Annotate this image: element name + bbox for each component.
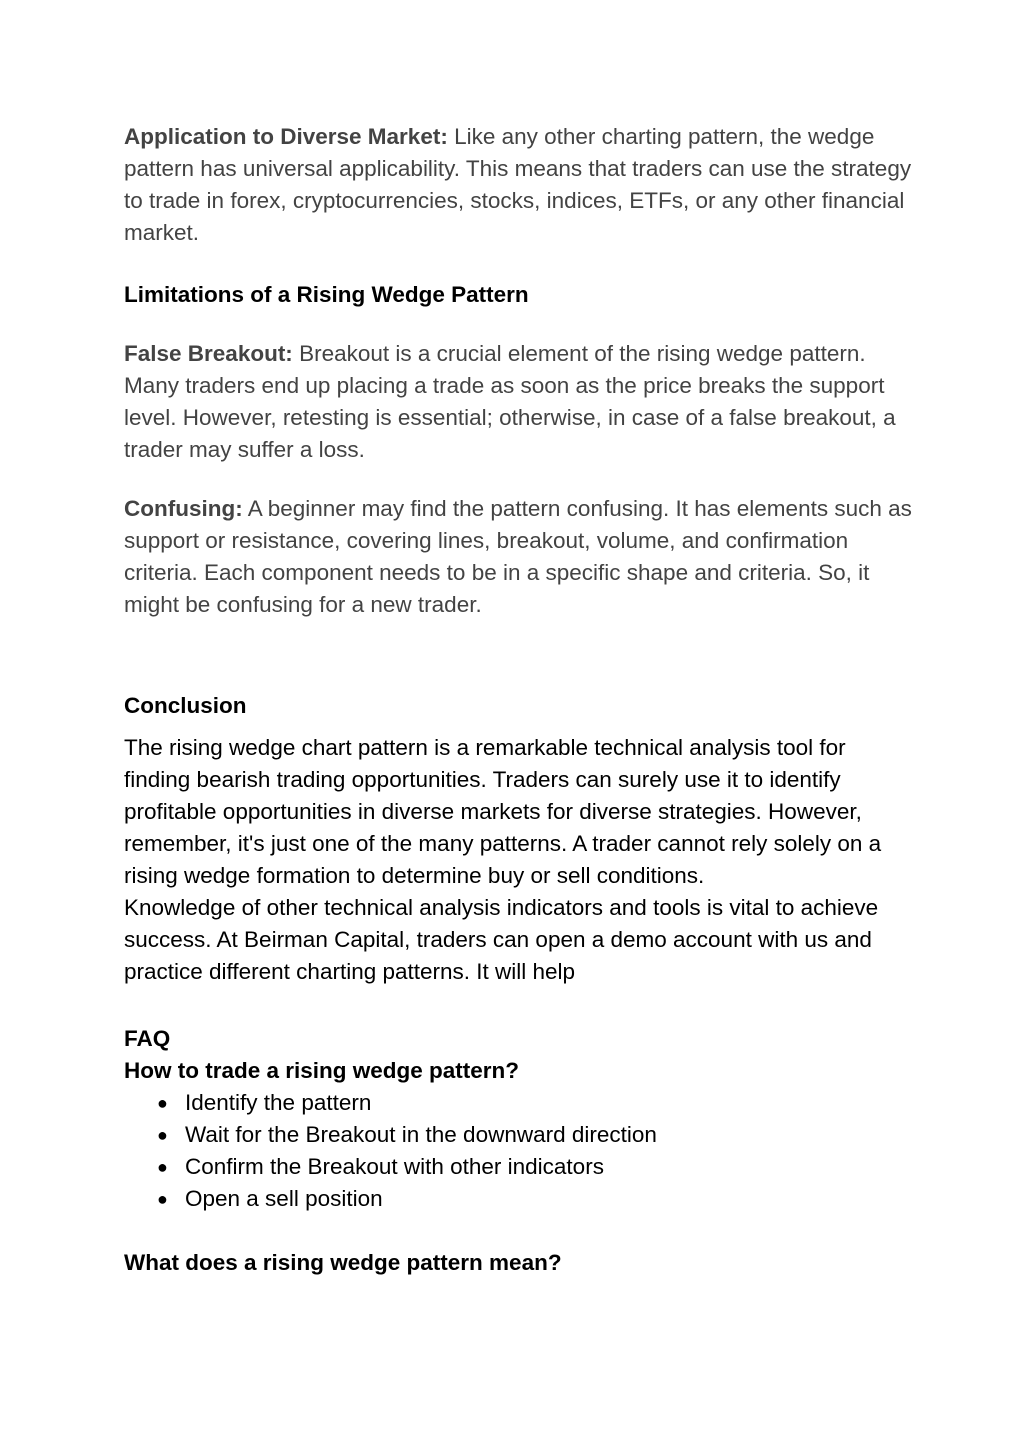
confusing-paragraph — [124, 493, 914, 621]
list-item: ● Wait for the Breakout in the downward direction — [124, 1119, 914, 1151]
application-text: Like any other charting pattern, the wedge pattern has universal applicability. This means that traders can use the strategy to trade in forex, cryptocurrencies, stocks, indices, ETFs, or any other financial market. — [124, 124, 912, 245]
faq-steps-list — [124, 1087, 914, 1215]
application-lead: Application to Diverse Market: — [124, 124, 448, 149]
false-breakout-text: Breakout is a crucial element of the rising wedge pattern. Many traders end up placing a trade as soon as the price breaks the support level. However, retesting is essential; otherwise, in case of a false breakout, a trader may suffer a loss. — [124, 341, 896, 462]
list-item: ● Confirm the Breakout with other indicators — [124, 1151, 914, 1183]
faq-question-2: What does a rising wedge pattern mean? — [124, 1250, 562, 1275]
bullet-icon: ● — [157, 1157, 168, 1177]
limitations-heading: Limitations of a Rising Wedge Pattern — [124, 282, 529, 307]
conclusion-heading: Conclusion — [124, 693, 247, 718]
confusing-lead: Confusing: — [124, 496, 243, 521]
conclusion-paragraph-2: Knowledge of other technical analysis indicators and tools is vital to achieve success. At Beirman Capital, traders can open a demo account with us and practice different charting patterns. It will help — [124, 895, 879, 984]
faq-heading: FAQ — [124, 1026, 171, 1051]
conclusion-paragraph-1: The rising wedge chart pattern is a remarkable technical analysis tool for finding bearish trading opportunities. Traders can surely use it to identify profitable opportunities in diverse markets for diverse strategies. However, remember, it's just one of the many patterns. A trader cannot rely solely on a rising wedge formation to determine buy or sell conditions. — [124, 735, 882, 888]
confusing-text: A beginner may find the pattern confusing. It has elements such as support or resistance, covering lines, breakout, volume, and confirmation criteria. Each component needs to be in a specific shape and criteria. So, it might be confusing for a new trader. — [124, 496, 912, 617]
application-paragraph — [124, 121, 914, 249]
bullet-icon: ● — [157, 1189, 168, 1209]
list-item: ● Open a sell position — [124, 1183, 914, 1215]
false-breakout-lead: False Breakout: — [124, 341, 293, 366]
faq-question-1: How to trade a rising wedge pattern? — [124, 1058, 520, 1083]
false-breakout-paragraph — [124, 338, 914, 466]
bullet-icon: ● — [157, 1125, 168, 1145]
list-item: ● Identify the pattern — [124, 1087, 914, 1119]
document-page — [124, 121, 914, 1279]
bullet-icon: ● — [157, 1093, 168, 1113]
